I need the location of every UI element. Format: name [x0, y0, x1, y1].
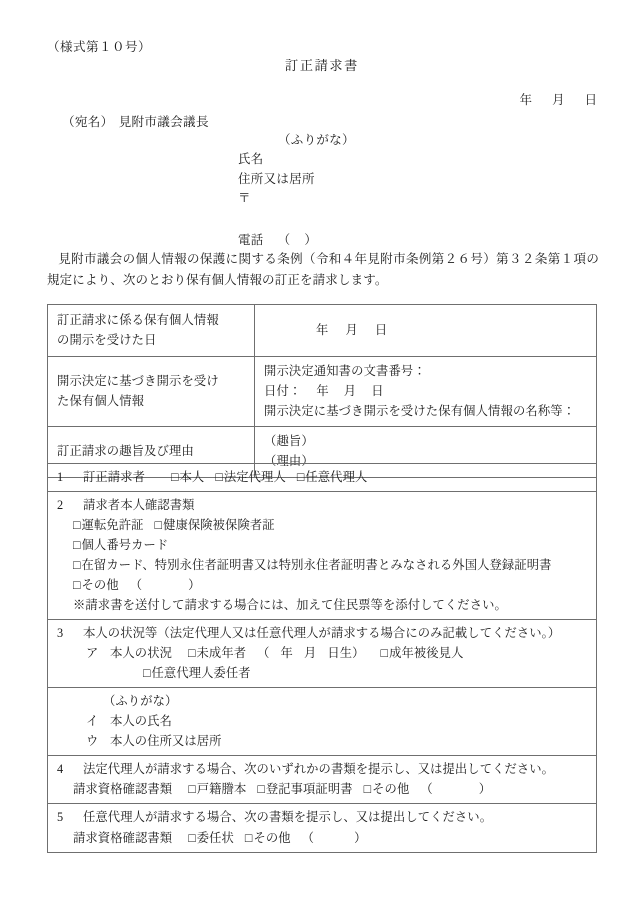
checkbox-icon[interactable]: □: [73, 538, 81, 553]
table-row: [48, 464, 597, 492]
disclosed-info-name: 開示決定に基づき開示を受けた保有個人情報の名称等：: [264, 403, 576, 418]
section-4-doc-label: 請求資格確認書類: [73, 782, 173, 797]
section-5-heading: [57, 807, 590, 827]
section-3-item-u-marker: ウ: [86, 734, 99, 749]
date-day-label: 日: [584, 93, 597, 107]
postal-code-mark: 〒: [238, 191, 251, 206]
section-5-number: 5: [57, 810, 64, 825]
section-4-option-other[interactable]: その他: [372, 782, 410, 797]
requester-verification-table: [47, 463, 597, 853]
request-reason-label: 訂正請求の趣旨及び理由: [57, 444, 194, 459]
section-2-option-health-insurance[interactable]: 健康保険被保険者証: [163, 518, 275, 533]
section-2-option-my-number-card[interactable]: 個人番号カード: [81, 538, 169, 553]
section-5-cell: [48, 804, 597, 852]
section-1-title: 訂正請求者: [83, 470, 145, 484]
telephone-paren-close: ）: [304, 232, 318, 247]
section-3-number: 3: [57, 626, 64, 641]
section-1-heading: [57, 467, 590, 487]
checkbox-icon[interactable]: □: [73, 518, 81, 533]
section-5-title: 任意代理人が請求する場合、次の書類を提示し、又は提出してください。: [83, 810, 493, 825]
section-4-number: 4: [57, 762, 64, 777]
table-row: [48, 756, 597, 804]
received-date-label-cell: [48, 305, 255, 357]
section-4-option-registry-certificate[interactable]: 登記事項証明書: [265, 782, 353, 797]
section-3-item-i-marker: イ: [86, 714, 99, 729]
section-1-cell: [48, 464, 597, 492]
disclosed-info-label-cell: [48, 357, 255, 427]
section-3-item-u-label[interactable]: 本人の住所又は居所: [110, 734, 222, 749]
disclosure-date-year: 年: [316, 384, 329, 399]
received-date-day: 日: [374, 322, 388, 337]
section-3-option-adult-ward[interactable]: 成年被後見人: [389, 646, 464, 661]
section-3-title: 本人の状況等（法定代理人又は任意代理人が請求する場合にのみ記載してください。）: [83, 626, 561, 641]
date-year-label: 年: [519, 93, 532, 107]
section-3-minor-birth-day: 日生）: [327, 646, 365, 661]
section-3-item-a: [57, 643, 590, 663]
section-3-item-u: [57, 731, 590, 751]
section-1-option-0[interactable]: 本人: [179, 470, 205, 484]
section-5-options: [57, 828, 590, 848]
form-number: （様式第１０号）: [47, 40, 151, 54]
telephone-label: 電話: [238, 232, 264, 247]
section-5-other-paren-open: （: [301, 830, 315, 845]
applicant-name-label: 氏名: [238, 152, 264, 167]
disclosed-info-label-line1: 開示決定に基づき開示を受け: [57, 374, 219, 389]
section-1-option-1[interactable]: 法定代理人: [223, 470, 286, 484]
section-2-option-drivers-license[interactable]: 運転免許証: [81, 518, 144, 533]
telephone-paren-open: （: [277, 232, 291, 247]
checkbox-icon[interactable]: □: [188, 782, 196, 797]
section-2-options-row-4: [57, 575, 590, 595]
table-row: [48, 305, 597, 357]
section-2-options-row-3: [57, 555, 590, 575]
section-4-other-paren-close: ）: [478, 782, 492, 797]
section-2-option-other[interactable]: その他: [81, 578, 119, 593]
applicant-block: [238, 131, 355, 250]
received-date-label-line1: 訂正請求に係る保有個人情報: [57, 313, 219, 327]
ordinance-line-1: 見附市議会の個人情報の保護に関する条例（令和４年見附市条例第２６号）第３２条第: [58, 252, 561, 266]
section-3-item-a-row-2: [57, 663, 590, 683]
disclosure-date-month: 月: [343, 384, 357, 399]
ordinance-line-2: １項の規定により、次のとおり保有個人情報の訂正を請求します。: [47, 252, 599, 287]
section-4-options: [57, 779, 590, 799]
checkbox-icon[interactable]: □: [257, 782, 265, 797]
checkbox-icon[interactable]: □: [215, 470, 223, 484]
checkbox-icon[interactable]: □: [380, 646, 389, 661]
received-date-ymd: [264, 321, 589, 341]
section-4-title: 法定代理人が請求する場合、次のいずれかの書類を提示し、又は提出してください。: [83, 762, 555, 777]
checkbox-icon[interactable]: □: [363, 782, 372, 797]
section-5-option-power-of-attorney[interactable]: 委任状: [196, 830, 234, 845]
table-row: [48, 492, 597, 620]
section-3-item-i-label[interactable]: 本人の氏名: [110, 714, 172, 729]
applicant-telephone: [238, 231, 355, 250]
table-row: [48, 357, 597, 427]
section-3-option-minor[interactable]: 未成年者: [196, 646, 247, 661]
section-5-doc-label: 請求資格確認書類: [73, 830, 173, 845]
checkbox-icon[interactable]: □: [73, 558, 81, 573]
checkbox-icon[interactable]: □: [188, 830, 196, 845]
section-2-cell: [48, 492, 597, 620]
applicant-address-label: 住所又は居所: [238, 171, 315, 186]
checkbox-icon[interactable]: □: [154, 518, 163, 533]
checkbox-icon[interactable]: □: [296, 470, 305, 484]
section-3-minor-birth-month: 月: [303, 646, 317, 661]
disclosure-notice-doc-number: 開示決定通知書の文書番号：: [264, 364, 426, 379]
date-line: [520, 91, 597, 110]
section-2-other-paren-close: ）: [188, 578, 201, 593]
section-2-heading: [57, 495, 590, 515]
section-3-name-address-cell: [48, 688, 597, 756]
request-purpose-field: （趣旨）: [264, 434, 314, 449]
section-3-item-a-label: 本人の状況: [110, 646, 172, 661]
received-date-value-cell[interactable]: [255, 305, 597, 357]
section-3-heading: [57, 623, 590, 643]
section-3-option-voluntary-delegator[interactable]: 任意代理人委任者: [151, 666, 251, 681]
section-5-option-other[interactable]: その他: [253, 830, 291, 845]
applicant-furigana-label: （ふりがな）: [278, 133, 355, 147]
date-month-label: 月: [552, 93, 565, 107]
section-2-title: 請求者本人確認書類: [83, 498, 195, 513]
table-row: [48, 688, 597, 756]
addressee-name: 見附市議会議長: [118, 115, 209, 129]
checkbox-icon[interactable]: □: [188, 646, 196, 661]
section-2-note: ※請求書を送付して請求する場合には、加えて住民票等を添付してください。: [73, 598, 507, 613]
received-date-year: 年: [316, 322, 329, 337]
section-4-other-paren-open: （: [420, 782, 433, 797]
disclosure-date-day: 日: [371, 384, 384, 399]
section-4-cell: [48, 756, 597, 804]
received-date-label-line2: の開示を受けた日: [57, 332, 157, 347]
section-2-number: 2: [57, 498, 64, 513]
section-3-minor-birth-year: 年: [280, 646, 293, 661]
section-4-option-family-register[interactable]: 戸籍謄本: [196, 782, 247, 797]
document-title: 訂正請求書: [285, 58, 359, 73]
checkbox-icon[interactable]: □: [171, 470, 179, 484]
section-4-heading: [57, 759, 590, 779]
section-3-item-a-marker: ア: [86, 646, 99, 661]
section-5-other-paren-close: ）: [354, 830, 367, 845]
request-reason-field: （理由）: [264, 454, 314, 469]
section-3-status-cell: [48, 620, 597, 688]
addressee-paren: （宛名）: [62, 115, 114, 129]
section-1-number: 1: [57, 470, 64, 484]
addressee: [62, 113, 209, 133]
checkbox-icon[interactable]: □: [73, 578, 81, 593]
checkbox-icon[interactable]: □: [244, 830, 253, 845]
ordinance-paragraph: [47, 249, 599, 291]
disclosure-date-label: 日付：: [264, 384, 302, 399]
disclosure-notice-date: [264, 382, 589, 402]
disclosed-info-value-cell[interactable]: [255, 357, 597, 427]
section-3-minor-paren-open: （: [257, 646, 270, 661]
received-date-month: 月: [345, 322, 358, 337]
disclosed-info-label-line2: た保有個人情報: [57, 393, 145, 408]
section-2-options-row-2: [57, 535, 590, 555]
section-1-option-2[interactable]: 任意代理人: [305, 470, 368, 484]
checkbox-icon[interactable]: □: [143, 666, 151, 681]
section-2-option-residence-card[interactable]: 在留カード、特別永住者証明書又は特別永住者証明書とみなされる外国人登録証明書: [81, 558, 552, 573]
section-2-options-row-1: [57, 515, 590, 535]
section-3-item-i: [57, 711, 590, 731]
table-row: [48, 804, 597, 852]
table-row: [48, 620, 597, 688]
disclosure-info-table: [47, 304, 597, 478]
section-2-other-paren-open: （: [129, 578, 143, 593]
section-3-furigana-label: （ふりがな）: [103, 694, 178, 709]
